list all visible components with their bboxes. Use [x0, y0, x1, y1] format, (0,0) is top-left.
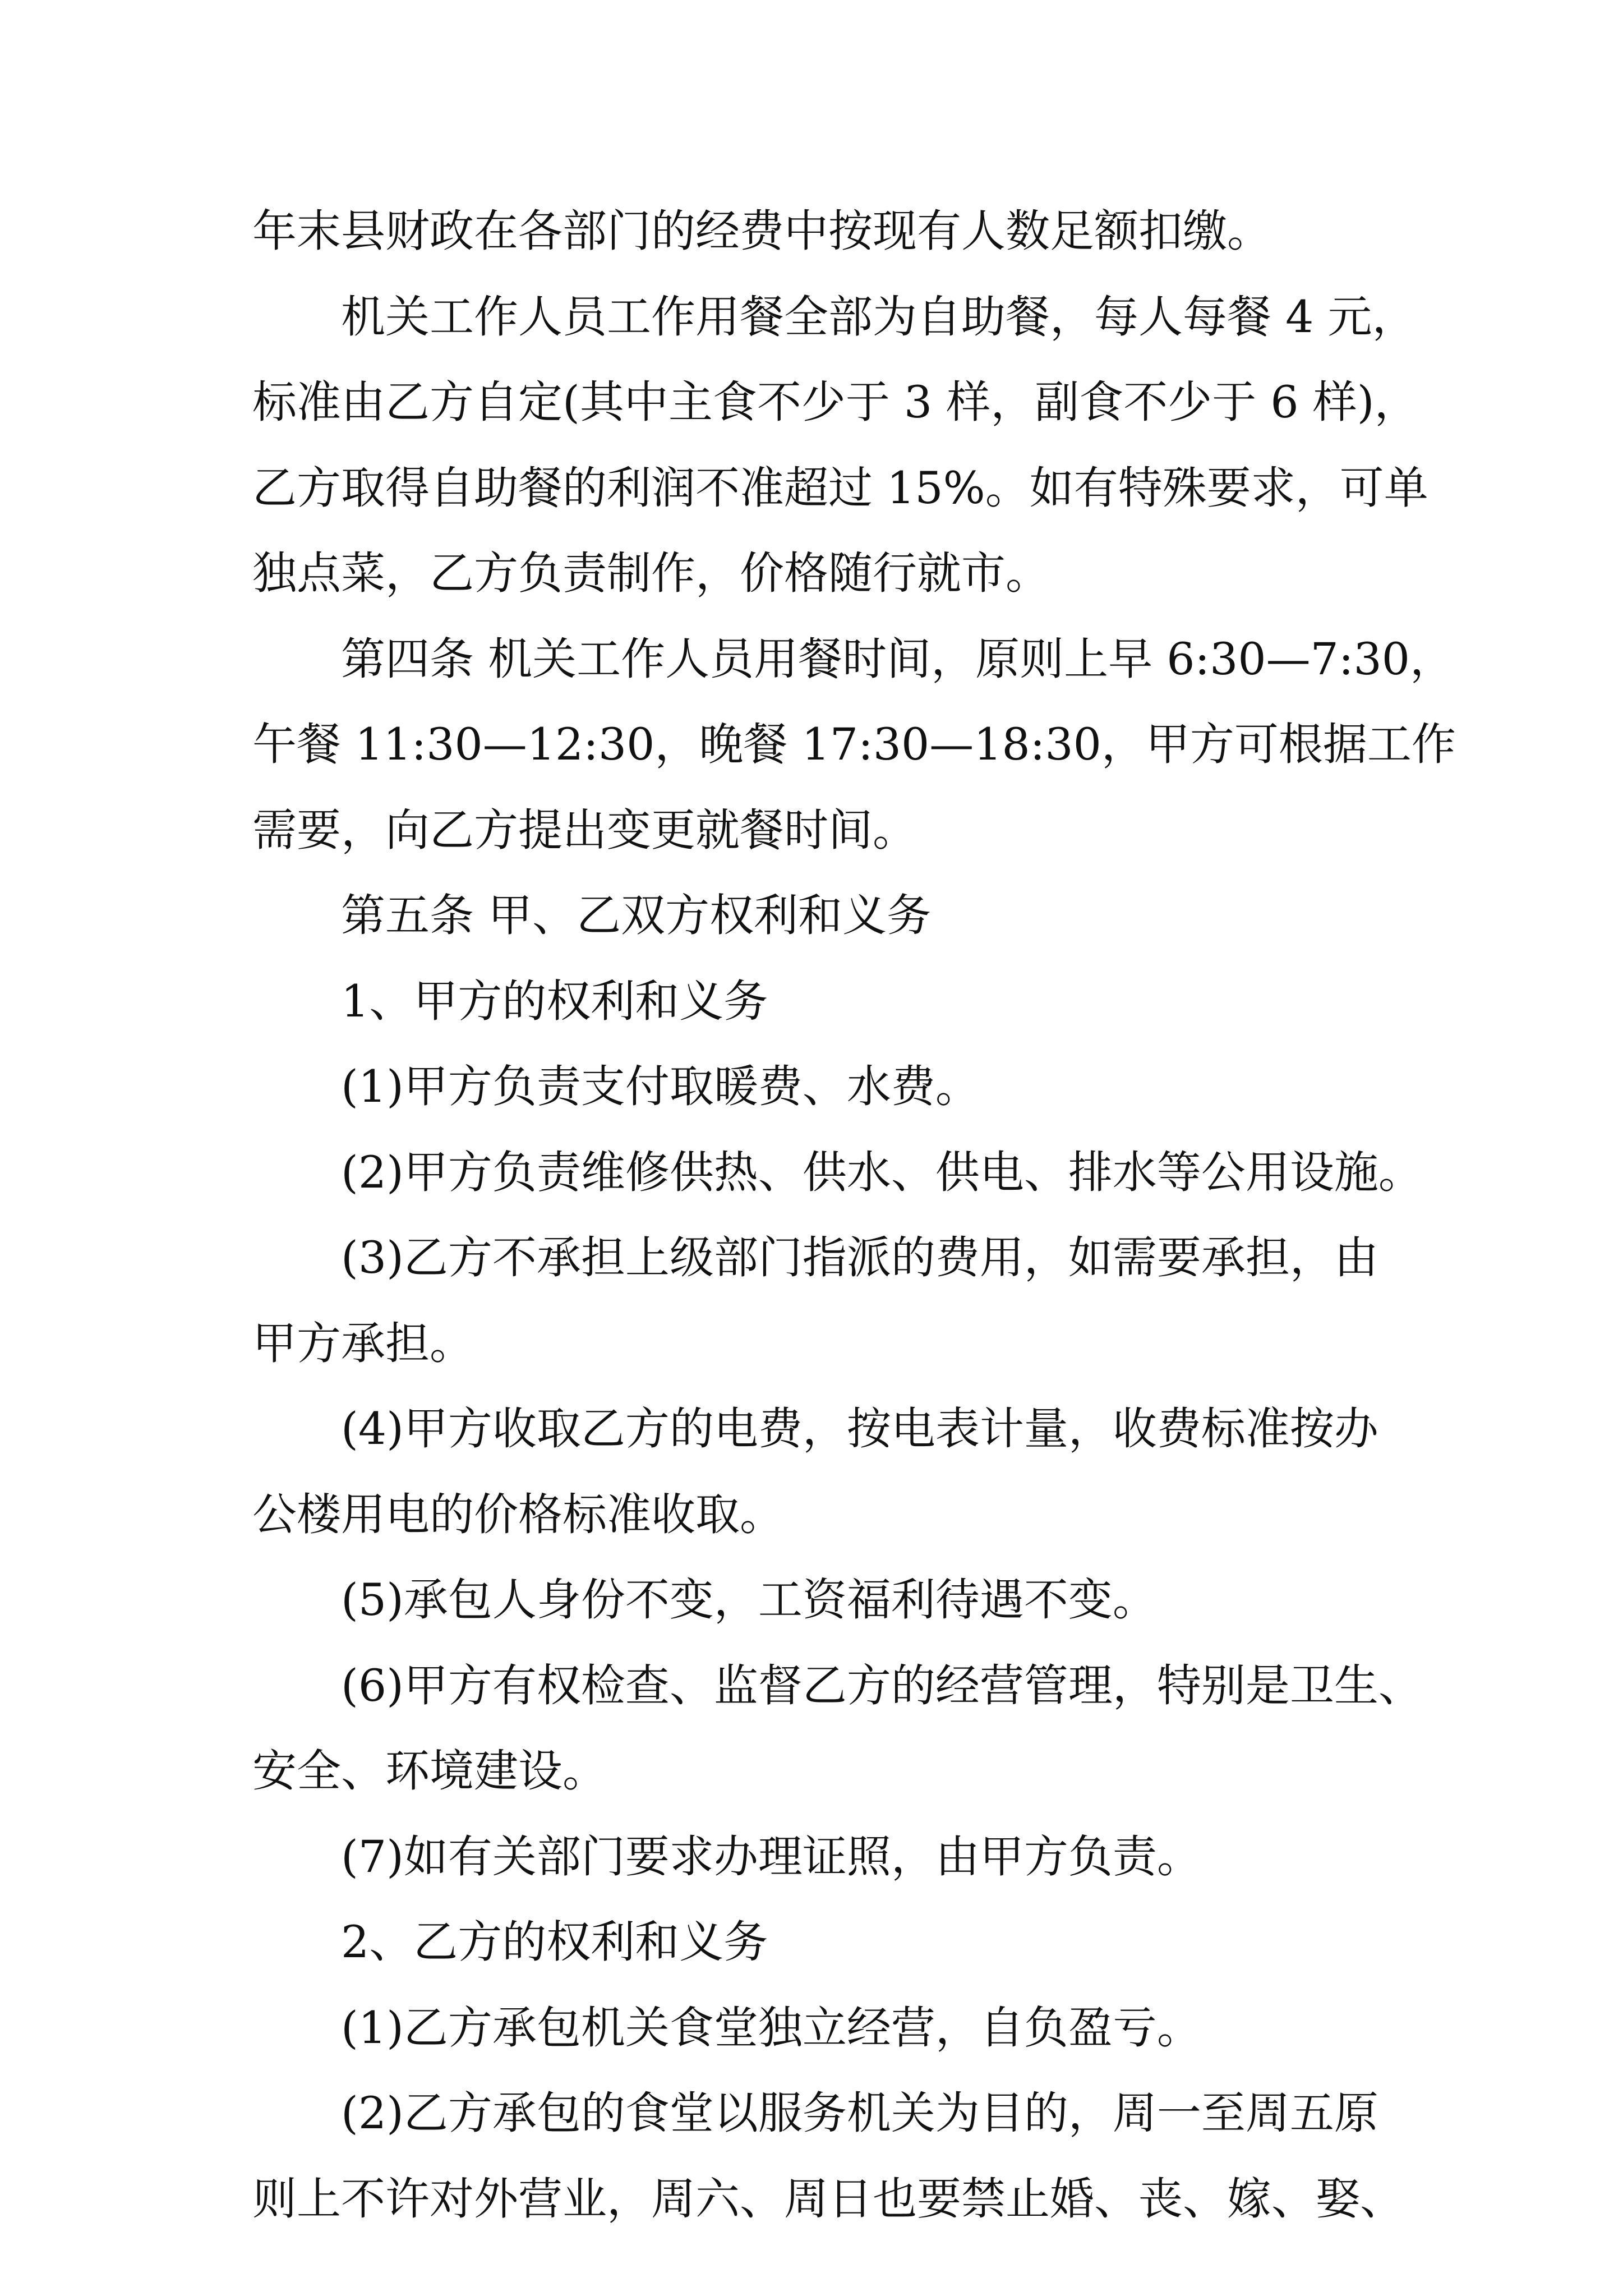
text-line-18: (6)甲方有权检查、监督乙方的经营管理，特别是卫生、 [341, 1660, 1423, 1711]
text-line-21: 2、乙方的权利和义务 [341, 1916, 768, 1968]
text-line-24: 则上不许对外营业，周六、周日也要禁止婚、丧、嫁、娶、 [252, 2173, 1404, 2225]
text-line-7: 午餐 11:30—12:30，晚餐 17:30—18:30，甲方可根据工作 [252, 719, 1456, 770]
text-line-2: 机关工作人员工作用餐全部为自助餐，每人每餐 4 元， [341, 291, 1417, 343]
text-line-11: (1)甲方负责支付取暖费、水费。 [341, 1061, 980, 1112]
text-line-13: (3)乙方不承担上级部门指派的费用，如需要承担，由 [341, 1232, 1378, 1283]
text-line-1: 年末县财政在各部门的经费中按现有人数足额扣缴。 [252, 205, 1271, 257]
text-line-8: 需要，向乙方提出变更就餐时间。 [252, 804, 917, 856]
text-line-19: 安全、环境建设。 [252, 1745, 607, 1797]
text-line-22: (1)乙方承包机关食堂独立经营，自负盈亏。 [341, 2002, 1201, 2054]
text-line-16: 公楼用电的价格标准收取。 [252, 1489, 784, 1540]
text-line-12: (2)甲方负责维修供热、供水、供电、排水等公用设施。 [341, 1147, 1423, 1198]
text-line-6: 第四条 机关工作人员用餐时间，原则上早 6:30—7:30， [341, 633, 1455, 685]
text-line-17: (5)承包人身份不变，工资福利待遇不变。 [341, 1574, 1157, 1626]
text-line-3: 标准由乙方自定(其中主食不少于 3 样，副食不少于 6 样)， [252, 376, 1419, 428]
text-line-5: 独点菜，乙方负责制作，价格随行就市。 [252, 547, 1050, 599]
text-line-14: 甲方承担。 [252, 1318, 474, 1369]
text-line-10: 1、甲方的权利和义务 [341, 976, 768, 1027]
text-line-15: (4)甲方收取乙方的电费，按电表计量，收费标准按办 [341, 1403, 1378, 1455]
text-line-4: 乙方取得自助餐的利润不准超过 15%。如有特殊要求，可单 [252, 462, 1428, 514]
text-line-9: 第五条 甲、乙双方权利和义务 [341, 890, 932, 941]
text-line-23: (2)乙方承包的食堂以服务机关为目的，周一至周五原 [341, 2087, 1378, 2139]
text-line-20: (7)如有关部门要求办理证照，由甲方负责。 [341, 1831, 1201, 1883]
